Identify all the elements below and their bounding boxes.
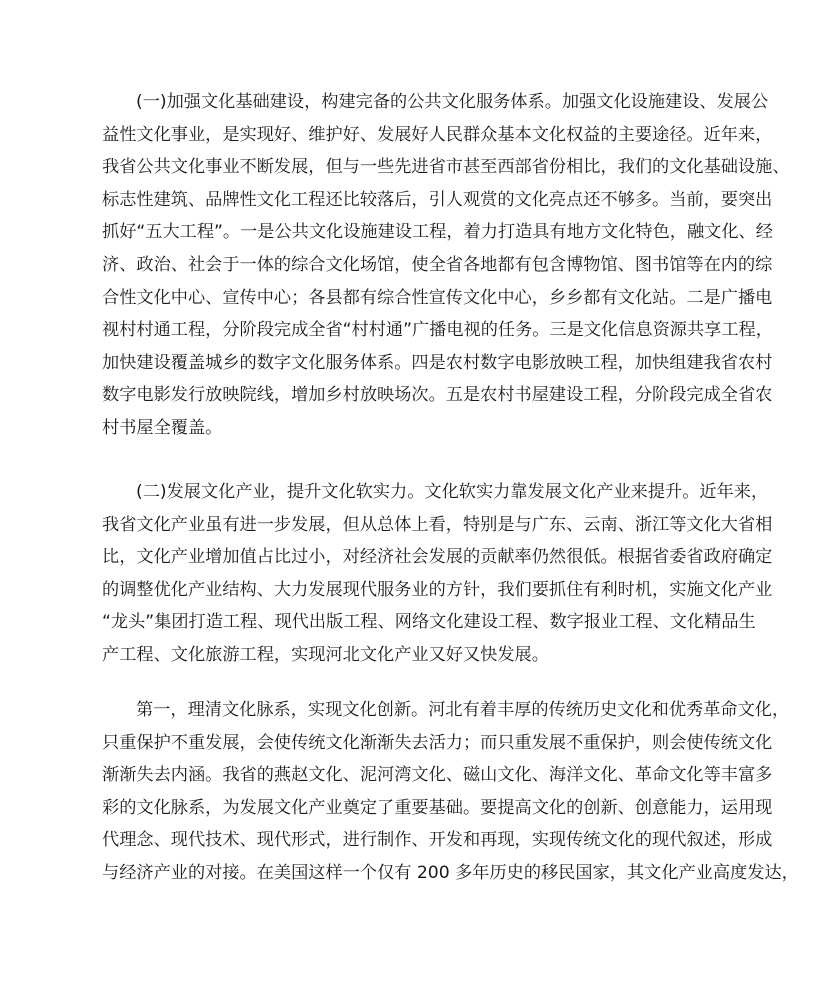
text-line: 只重保护不重发展，会使传统文化渐渐失去活力；而只重发展不重保护，则会使传统文化 [102, 732, 773, 753]
paragraph-cultural-innovation [102, 694, 799, 890]
text-line: 视村村通工程，分阶段完成全省“村村通”广播电视的任务。三是文化信息资源共享工程， [102, 320, 773, 341]
text-line: 彩的文化脉系，为发展文化产业奠定了重要基础。要提高文化的创新、创意能力，运用现 [102, 797, 773, 818]
text-line: 村书屋全覆盖。 [102, 417, 223, 438]
text-line: 数字电影发行放映院线，增加乡村放映场次。五是农村书屋建设工程，分阶段完成全省农 [102, 385, 773, 406]
text-line: 抓好“五大工程”。一是公共文化设施建设工程，着力打造具有地方文化特色，融文化、经 [102, 222, 773, 243]
paragraph-public-culture [102, 86, 790, 445]
text-line: 加快建设覆盖城乡的数字文化服务体系。四是农村数字电影放映工程，加快组建我省农村 [102, 352, 773, 373]
text-line: 济、政治、社会于一体的综合文化场馆，使全省各地都有包含博物馆、图书馆等在内的综 [102, 254, 773, 275]
text-line: 第一，理清文化脉系，实现文化创新。河北有着丰厚的传统历史文化和优秀革命文化， [136, 700, 790, 720]
text-line: “龙头”集团打造工程、现代出版工程、网络文化建设工程、数字报业工程、文化精品生 [102, 612, 756, 633]
text-line: 代理念、现代技术、现代形式，进行制作、开发和再现，实现传统文化的现代叙述，形成 [102, 830, 773, 851]
paragraph-culture-industry [102, 476, 773, 672]
text-line: 我省公共文化事业不断发展，但与一些先进省市甚至西部省份相比，我们的文化基础设施、 [102, 157, 790, 178]
text-line: 产工程、文化旅游工程，实现河北文化产业又好又快发展。 [102, 644, 549, 665]
text-line: (二)发展文化产业，提升文化软实力。文化软实力靠发展文化产业来提升。近年来， [136, 482, 769, 502]
text-line: 渐渐失去内涵。我省的燕赵文化、泥河湾文化、磁山文化、海洋文化、革命文化等丰富多 [102, 765, 773, 786]
text-line: 的调整优化产业结构、大力发展现代服务业的方针，我们要抓住有利时机，实施文化产业 [102, 579, 773, 600]
text-line: 与经济产业的对接。在美国这样一个仅有 200 多年历史的移民国家，其文化产业高度发达， [102, 862, 799, 883]
text-line: 比，文化产业增加值占比过小，对经济社会发展的贡献率仍然很低。根据省委省政府确定 [102, 547, 773, 568]
text-line: 益性文化事业，是实现好、维护好、发展好人民群众基本文化权益的主要途径。近年来， [102, 124, 773, 145]
text-line: 合性文化中心、宣传中心；各县都有综合性宣传文化中心，乡乡都有文化站。二是广播电 [102, 287, 773, 308]
text-line: 我省文化产业虽有进一步发展，但从总体上看，特别是与广东、云南、浙江等文化大省相 [102, 514, 773, 535]
text-line: 标志性建筑、品牌性文化工程还比较落后，引人观赏的文化亮点还不够多。当前，要突出 [102, 189, 773, 210]
text-line: (一)加强文化基础建设，构建完备的公共文化服务体系。加强文化设施建设、发展公 [136, 92, 769, 112]
